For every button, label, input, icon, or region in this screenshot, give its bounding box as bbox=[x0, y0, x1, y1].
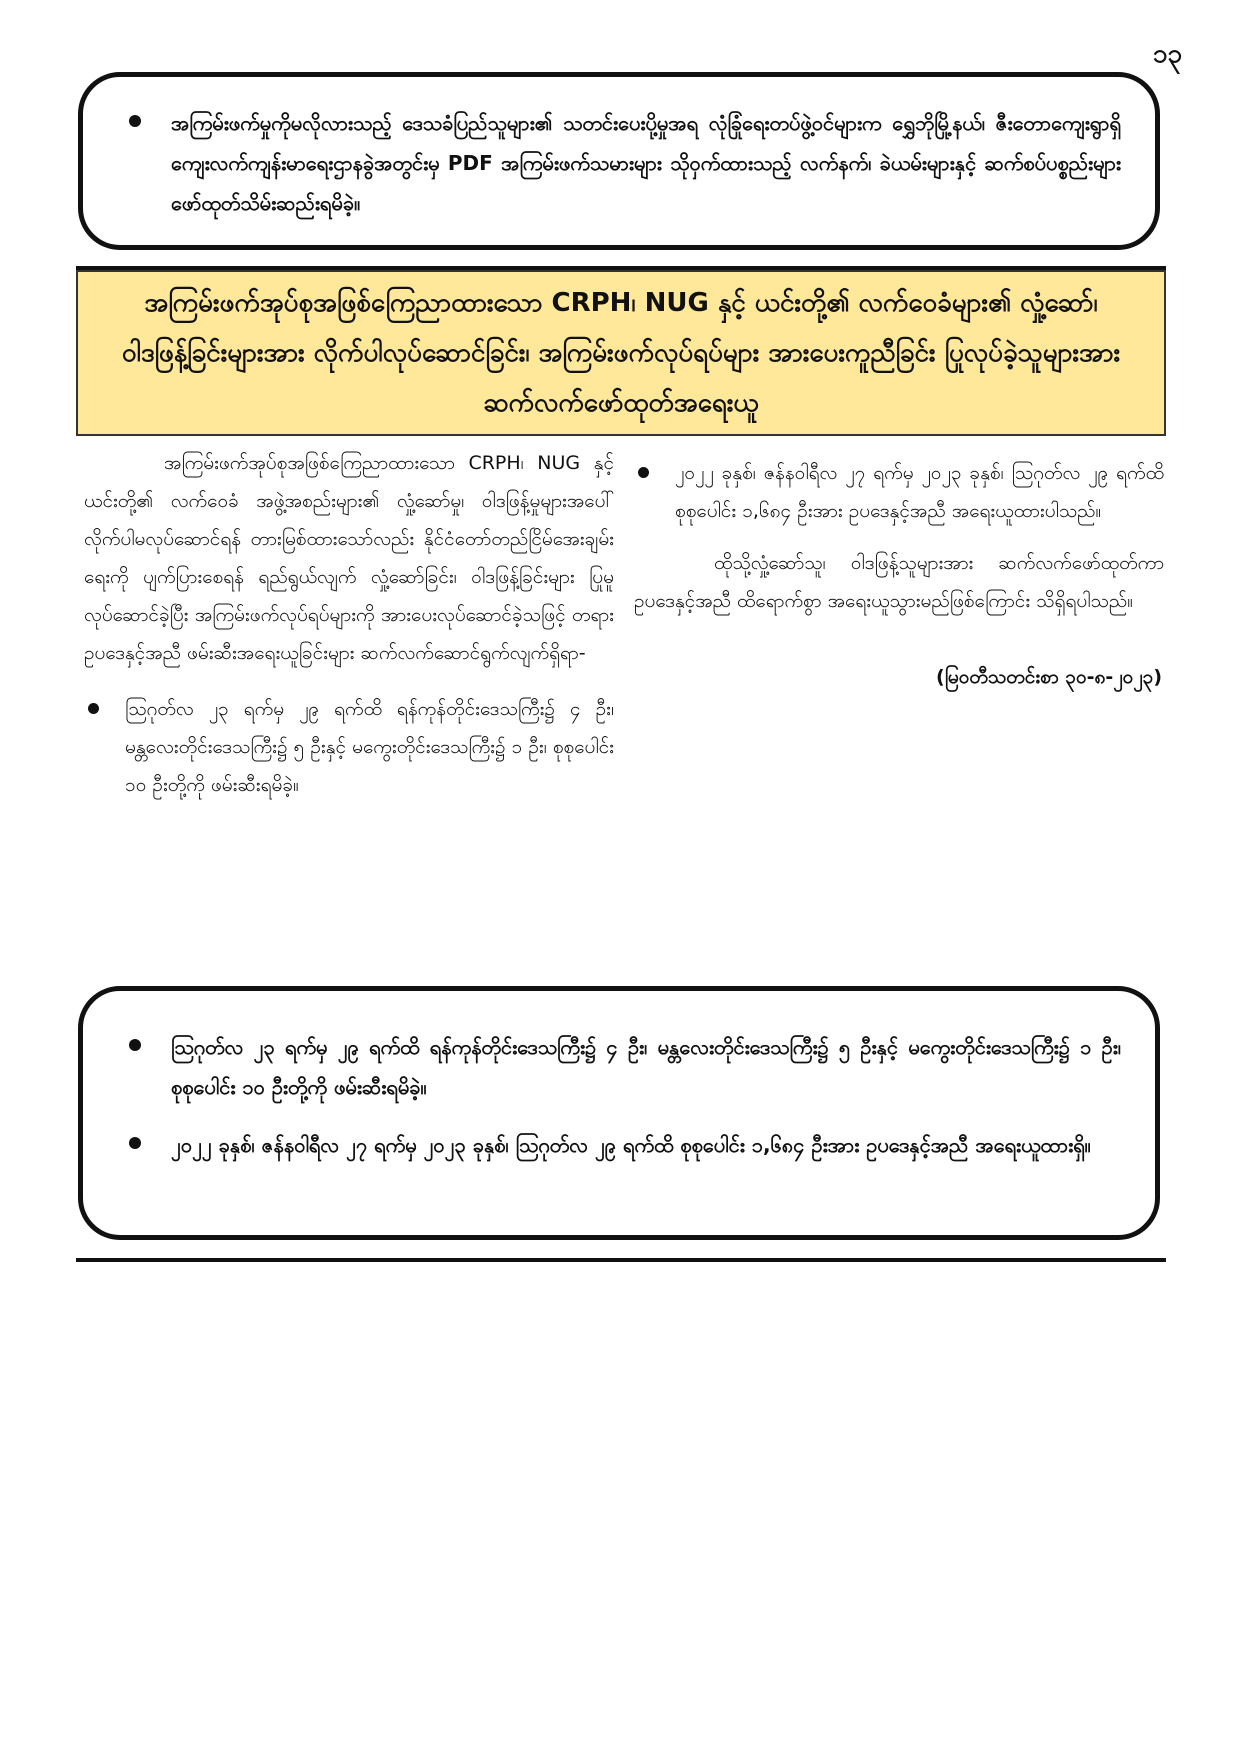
article-bullet-total bbox=[634, 454, 1164, 530]
summary-bullet-text: ၂၀၂၂ ခုနှစ်၊ ဇန်နဝါရီလ ၂၇ ရက်မှ ၂၀၂၃ ခုနှစ်၊ ဩဂုတ်လ ၂၉ ရက်ထိ စုစုပေါင်း ၁,၆၈၄ ဦးအား ဥပဒေနှင့်အညီ အရေးယူထားရှိ။ bbox=[171, 1133, 1091, 1157]
page-number: ၁၃ bbox=[1152, 39, 1182, 69]
bullet-icon bbox=[129, 1039, 141, 1051]
bullet-icon bbox=[129, 115, 141, 127]
article-closing-paragraph: ထိုသို့လှုံ့ဆော်သူ၊ ဝါဒဖြန့်သူများအား ဆက်လက်ဖော်ထုတ်ကာ ဥပဒေနှင့်အညီ ထိရောက်စွာ အရေးယူသွားမည်ဖြစ်ကြောင်း သိရှိရပါသည်။ bbox=[634, 552, 1164, 612]
article-right-column bbox=[634, 454, 1164, 696]
summary-box-bottom bbox=[78, 986, 1160, 1240]
article-bullet-arrests bbox=[84, 690, 614, 804]
article-left-column bbox=[84, 444, 614, 804]
summary-bullet-text: အကြမ်းဖက်မှုကိုမလိုလားသည့် ဒေသခံပြည်သူများ၏ သတင်းပေးပို့မှုအရ လုံခြုံရေးတပ်ဖွဲ့ဝင်များက ရွှေဘိုမြို့နယ်၊ ဇီးတောကျေးရွာရှိ ကျေးလက်ကျန်းမာရေးဌာနခွဲအတွင်းမှ PDF အကြမ်းဖက်သမားများ သိုဝှက်ထားသည့် လက်နက်၊ ခဲယမ်းများနှင့် ဆက်စပ်ပစ္စည်းများ ဖော်ထုတ်သိမ်းဆည်းရမိခဲ့။ bbox=[171, 111, 1121, 215]
article-bullet-text: ဩဂုတ်လ ၂၃ ရက်မှ ၂၉ ရက်ထိ ရန်ကုန်တိုင်းဒေသကြီး၌ ၄ ဦး၊ မန္တလေးတိုင်းဒေသကြီး၌ ၅ ဦးနှင့် မကွေးတိုင်းဒေသကြီး၌ ၁ ဦး၊ စုစုပေါင်း ၁၀ ဦးတို့ကို ဖမ်းဆီးရမိခဲ့။ bbox=[125, 698, 614, 796]
summary-bullet bbox=[129, 103, 1121, 223]
summary-bullet-text: ဩဂုတ်လ ၂၃ ရက်မှ ၂၉ ရက်ထိ ရန်ကုန်တိုင်းဒေသကြီး၌ ၄ ဦး၊ မန္တလေးတိုင်းဒေသကြီး၌ ၅ ဦးနှင့် မကွေးတိုင်းဒေသကြီး၌ ၁ ဦး၊ စုစုပေါင်း ၁၀ ဦးတို့ကို ဖမ်းဆီးရမိခဲ့။ bbox=[171, 1035, 1121, 1099]
bullet-icon bbox=[88, 703, 99, 714]
divider-bottom bbox=[76, 1258, 1166, 1262]
headline-banner bbox=[76, 270, 1166, 436]
bullet-icon bbox=[129, 1137, 141, 1149]
summary-bullet bbox=[129, 1125, 1121, 1165]
article-bullet-text: ၂၀၂၂ ခုနှစ်၊ ဇန်နဝါရီလ ၂၇ ရက်မှ ၂၀၂၃ ခုနှစ်၊ ဩဂုတ်လ ၂၉ ရက်ထိ စုစုပေါင်း ၁,၆၈၄ ဦးအား ဥပဒေနှင့်အညီ အရေးယူထားပါသည်။ bbox=[675, 462, 1164, 522]
headline-text: အကြမ်းဖက်အုပ်စုအဖြစ်ကြေညာထားသော CRPH၊ NUG နှင့် ယင်းတို့၏ လက်ဝေခံများ၏ လှုံ့ဆော်၊ ဝါဒဖြန့်ခြင်းများအား လိုက်ပါလုပ်ဆောင်ခြင်း၊ အကြမ်းဖက်လုပ်ရပ်များ အားပေးကူညီခြင်း ပြုလုပ်ခဲ့သူများအား ဆက်လက်ဖော်ထုတ်အရေးယူ bbox=[121, 288, 1121, 418]
article-intro-paragraph: အကြမ်းဖက်အုပ်စုအဖြစ်ကြေညာထားသော CRPH၊ NUG နှင့် ယင်းတို့၏ လက်ဝေခံ အဖွဲ့အစည်းများ၏ လှုံ့ဆော်မှု၊ ဝါဒဖြန့်မှုများအပေါ် လိုက်ပါမလုပ်ဆောင်ရန် တားမြစ်ထားသော်လည်း နိုင်ငံတော်တည်ငြိမ်အေးချမ်းရေးကို ပျက်ပြားစေရန် ရည်ရွယ်လျက် လှုံ့ဆော်ခြင်း၊ ဝါဒဖြန့်ခြင်းများ ပြုမူလုပ်ဆောင်ခဲ့ပြီး အကြမ်းဖက်လုပ်ရပ်များကို အားပေးလုပ်ဆောင်ခဲ့သဖြင့် တရားဥပဒေနှင့်အညီ ဖမ်းဆီးအရေးယူခြင်းများ ဆက်လက်ဆောင်ရွက်လျက်ရှိရာ- bbox=[84, 452, 614, 664]
summary-bullet bbox=[129, 1027, 1121, 1107]
summary-box-top bbox=[78, 72, 1160, 250]
bullet-icon bbox=[638, 467, 649, 478]
article-source: (မြဝတီသတင်းစာ ၃၀-၈-၂၀၂၃) bbox=[936, 666, 1162, 688]
